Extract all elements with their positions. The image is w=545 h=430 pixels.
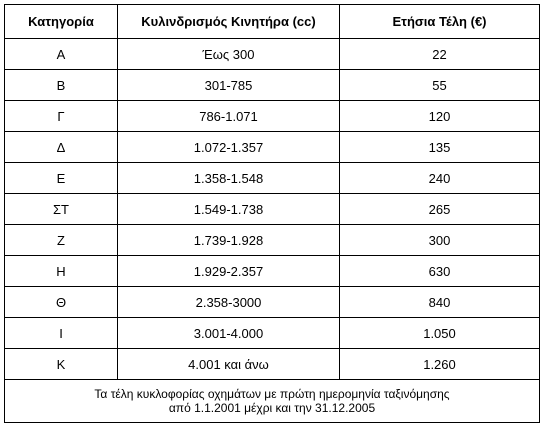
cell-displacement: 1.739-1.928 [118, 225, 340, 256]
cell-fee: 135 [340, 132, 540, 163]
header-category: Κατηγορία [5, 5, 118, 39]
cell-displacement: 1.358-1.548 [118, 163, 340, 194]
cell-displacement: 1.549-1.738 [118, 194, 340, 225]
cell-category: Ι [5, 318, 118, 349]
cell-displacement: 1.072-1.357 [118, 132, 340, 163]
cell-category: ΣΤ [5, 194, 118, 225]
cell-fee: 630 [340, 256, 540, 287]
table-row [5, 39, 540, 70]
document-body [4, 4, 539, 423]
header-engine-displacement: Κυλινδρισμός Κινητήρα (cc) [118, 5, 340, 39]
cell-fee: 22 [340, 39, 540, 70]
table-row [5, 194, 540, 225]
cell-category: Δ [5, 132, 118, 163]
table-row [5, 225, 540, 256]
table-row [5, 256, 540, 287]
cell-fee: 1.260 [340, 349, 540, 380]
table-footnote [5, 380, 540, 423]
cell-fee: 55 [340, 70, 540, 101]
cell-displacement: 2.358-3000 [118, 287, 340, 318]
cell-category: Η [5, 256, 118, 287]
cell-fee: 300 [340, 225, 540, 256]
cell-fee: 265 [340, 194, 540, 225]
table-header-row [5, 5, 540, 39]
cell-category: Θ [5, 287, 118, 318]
table-row [5, 101, 540, 132]
table-row [5, 318, 540, 349]
cell-displacement: 301-785 [118, 70, 340, 101]
cell-category: Β [5, 70, 118, 101]
table-row [5, 349, 540, 380]
header-annual-fees: Ετήσια Τέλη (€) [340, 5, 540, 39]
table-footer-row [5, 380, 540, 423]
table-row [5, 163, 540, 194]
cell-displacement: 3.001-4.000 [118, 318, 340, 349]
cell-category: Ζ [5, 225, 118, 256]
cell-category: Ε [5, 163, 118, 194]
footnote-line-2: από 1.1.2001 μέχρι και την 31.12.2005 [168, 401, 376, 415]
road-tax-table [4, 4, 540, 423]
cell-displacement: 786-1.071 [118, 101, 340, 132]
table-row [5, 287, 540, 318]
cell-fee: 240 [340, 163, 540, 194]
cell-displacement: Έως 300 [118, 39, 340, 70]
cell-fee: 1.050 [340, 318, 540, 349]
cell-category: Α [5, 39, 118, 70]
table-row [5, 132, 540, 163]
cell-displacement: 4.001 και άνω [118, 349, 340, 380]
cell-category: Γ [5, 101, 118, 132]
cell-fee: 120 [340, 101, 540, 132]
table-row [5, 70, 540, 101]
cell-category: Κ [5, 349, 118, 380]
footnote-line-1: Τα τέλη κυκλοφορίας οχημάτων με πρώτη ημερομηνία ταξινόμησης [94, 387, 450, 401]
cell-fee: 840 [340, 287, 540, 318]
cell-displacement: 1.929-2.357 [118, 256, 340, 287]
